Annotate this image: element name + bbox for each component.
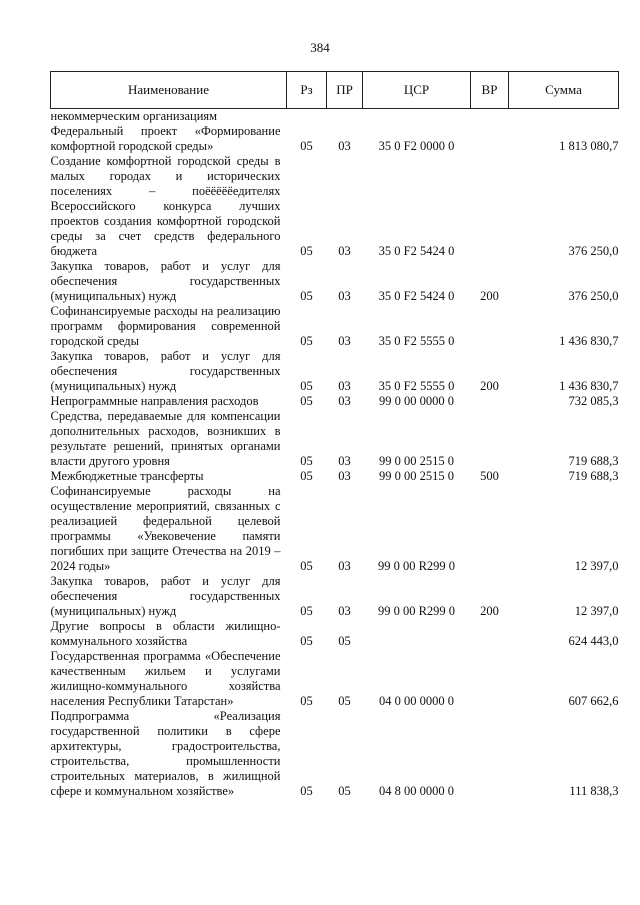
table-row [51, 469, 619, 484]
row-csr: 35 0 F2 5555 0 [378, 334, 455, 348]
row-csr: 99 0 00 2515 0 [379, 454, 454, 468]
row-vr: 200 [480, 289, 499, 303]
row-sum: 12 397,0 [574, 559, 619, 573]
row-sum: 607 662,6 [568, 694, 619, 708]
row-pr: 03 [338, 379, 351, 393]
table-row [51, 349, 619, 394]
row-rz: 05 [300, 559, 313, 573]
row-sum: 376 250,0 [568, 289, 619, 303]
row-rz: 05 [300, 139, 313, 153]
row-rz: 05 [300, 334, 313, 348]
header-csr: ЦСР [363, 72, 471, 109]
row-rz: 05 [300, 469, 313, 483]
table-row [51, 394, 619, 409]
row-rz: 05 [300, 784, 313, 798]
table-header [51, 72, 619, 109]
row-name: Другие вопросы в области жилищно-коммунального хозяйства [50, 619, 281, 648]
row-vr [471, 649, 509, 709]
row-sum: 719 688,3 [568, 454, 619, 468]
row-csr: 99 0 00 R299 0 [377, 559, 456, 573]
table-row [51, 259, 619, 304]
row-csr: 35 0 F2 5424 0 [378, 289, 455, 303]
row-name: Закупка товаров, работ и услуг для обеспечения государственных (муниципальных) нужд [50, 259, 281, 303]
row-name: Закупка товаров, работ и услуг для обеспечения государственных (муниципальных) нужд [50, 349, 281, 393]
row-pr: 03 [338, 289, 351, 303]
row-name: Федеральный проект «Формирование комфортной городской среды» [50, 124, 281, 153]
row-pr: 05 [338, 634, 351, 648]
row-rz: 05 [300, 604, 313, 618]
row-sum: 12 397,0 [574, 604, 619, 618]
row-vr [471, 709, 509, 799]
row-vr [471, 304, 509, 349]
row-vr [471, 124, 509, 154]
budget-table [50, 71, 619, 799]
row-csr: 35 0 F2 5424 0 [378, 244, 455, 258]
row-rz: 05 [300, 454, 313, 468]
row-pr: 03 [338, 394, 351, 408]
row-name: Непрограммные направления расходов [50, 394, 259, 408]
row-name: некоммерческим организациям [50, 109, 218, 123]
row-csr [363, 619, 471, 649]
row-vr [471, 409, 509, 469]
row-rz: 05 [300, 289, 313, 303]
header-rz: Рз [287, 72, 327, 109]
row-vr [471, 484, 509, 574]
row-sum: 624 443,0 [568, 634, 619, 648]
table-row [51, 124, 619, 154]
header-sum: Сумма [509, 72, 619, 109]
row-csr [363, 109, 471, 125]
row-csr: 04 0 00 0000 0 [379, 694, 454, 708]
row-pr: 03 [338, 334, 351, 348]
row-csr: 35 0 F2 0000 0 [378, 139, 455, 153]
table-row [51, 304, 619, 349]
table-row [51, 109, 619, 125]
row-sum: 111 838,3 [569, 784, 619, 798]
row-csr: 04 8 00 0000 0 [379, 784, 454, 798]
row-rz: 05 [300, 379, 313, 393]
table-row [51, 154, 619, 259]
table-row [51, 574, 619, 619]
row-rz: 05 [300, 634, 313, 648]
header-row [51, 72, 619, 109]
row-name: Создание комфортной городской среды в малых городах и исторических поселениях – поёёёёёедителях Всероссийского конкурса лучших проектов создания комфортной городской среды за счет средств федерального бюджета [50, 154, 281, 258]
row-pr: 03 [338, 469, 351, 483]
table-row [51, 709, 619, 799]
row-rz: 05 [300, 394, 313, 408]
row-rz [287, 109, 327, 125]
row-vr [471, 154, 509, 259]
page-number: 384 [310, 40, 330, 55]
row-name: Межбюджетные трансферты [50, 469, 204, 483]
row-vr: 200 [480, 379, 499, 393]
row-sum: 1 436 830,7 [559, 379, 619, 393]
row-name: Закупка товаров, работ и услуг для обеспечения государственных (муниципальных) нужд [50, 574, 281, 618]
row-name: Средства, передаваемые для компенсации дополнительных расходов, возникших в результате решений, принятых органами власти другого уровня [50, 409, 281, 468]
row-pr: 03 [338, 559, 351, 573]
row-sum: 719 688,3 [568, 469, 619, 483]
budget-table-container [50, 71, 618, 799]
row-csr: 99 0 00 R299 0 [377, 604, 456, 618]
header-vr: ВР [471, 72, 509, 109]
row-vr [471, 109, 509, 125]
row-sum [509, 109, 619, 125]
row-vr [471, 394, 509, 409]
row-rz: 05 [300, 694, 313, 708]
row-name: Софинансируемые расходы на осуществление мероприятий, связанных с реализацией федеральной целевой программы «Увековечение памяти погибших при защите Отечества на 2019 – 2024 годы» [50, 484, 281, 573]
row-sum: 1 813 080,7 [559, 139, 619, 153]
row-pr: 05 [338, 784, 351, 798]
row-name: Софинансируемые расходы на реализацию программ формирования современной городской среды [50, 304, 281, 348]
header-pr: ПР [327, 72, 363, 109]
table-row [51, 409, 619, 469]
row-sum: 732 085,3 [568, 394, 619, 408]
row-csr: 99 0 00 2515 0 [379, 469, 454, 483]
row-rz: 05 [300, 244, 313, 258]
row-pr: 03 [338, 604, 351, 618]
table-row [51, 649, 619, 709]
row-sum: 1 436 830,7 [559, 334, 619, 348]
table-row [51, 619, 619, 649]
row-pr: 03 [338, 244, 351, 258]
row-name: Государственная программа «Обеспечение качественным жильем и услугами жилищно-коммунального хозяйства населения Республики Татарстан» [50, 649, 281, 708]
row-vr: 500 [480, 469, 499, 483]
row-sum: 376 250,0 [568, 244, 619, 258]
row-vr [471, 619, 509, 649]
row-pr: 05 [338, 694, 351, 708]
row-vr: 200 [480, 604, 499, 618]
row-name: Подпрограмма «Реализация государственной политики в сфере архитектуры, градостроительства, строительства, промышленности строительных материалов, в жилищной сфере и коммунальном хозяйстве» [50, 709, 281, 798]
row-csr: 35 0 F2 5555 0 [378, 379, 455, 393]
row-pr: 03 [338, 139, 351, 153]
header-name: Наименование [51, 72, 287, 109]
table-row [51, 484, 619, 574]
row-pr [327, 109, 363, 125]
row-csr: 99 0 00 0000 0 [379, 394, 454, 408]
table-body [51, 109, 619, 800]
row-pr: 03 [338, 454, 351, 468]
